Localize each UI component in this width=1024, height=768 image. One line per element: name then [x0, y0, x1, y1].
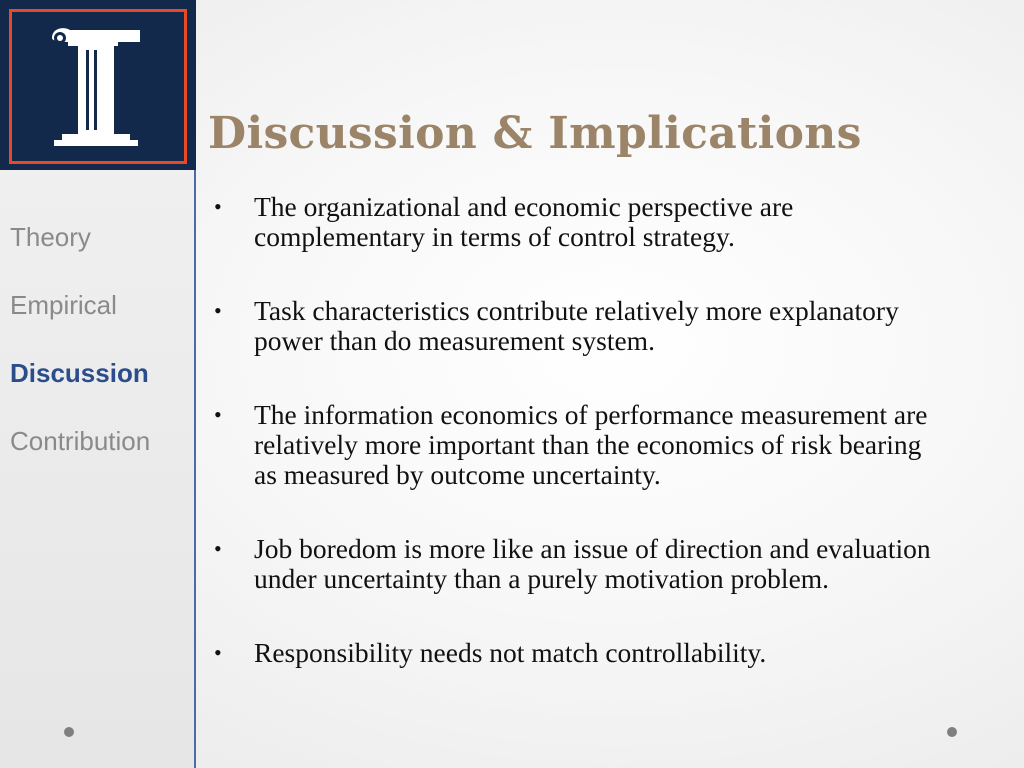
decorative-dot-left	[64, 727, 74, 737]
bullet-list	[214, 192, 934, 668]
bullet-text: Job boredom is more like an issue of direction and evaluation under uncertainty than a purely motivation problem.	[254, 533, 931, 594]
nav-item-discussion[interactable]: Discussion	[10, 358, 149, 388]
sidebar	[0, 0, 196, 768]
bullet-item	[214, 296, 934, 356]
decorative-dot-right	[947, 727, 957, 737]
nav-item-empirical[interactable]: Empirical	[10, 290, 117, 320]
bullet-marker: •	[214, 536, 222, 561]
bullet-item	[214, 192, 934, 252]
nav-item-contribution[interactable]: Contribution	[10, 426, 151, 456]
bullet-text: Task characteristics contribute relatively more explanatory power than do measurement system.	[254, 295, 899, 356]
bullet-item	[214, 400, 934, 490]
bullet-item	[214, 638, 934, 668]
bullet-marker: •	[214, 298, 222, 323]
bullet-marker: •	[214, 640, 222, 665]
block-i-column-icon	[0, 0, 196, 170]
bullet-item	[214, 534, 934, 594]
bullet-text: The organizational and economic perspective are complementary in terms of control strategy.	[254, 191, 794, 252]
slide-title: Discussion & Implications	[208, 108, 862, 159]
bullet-text: The information economics of performance measurement are relatively more important than the economics of risk bearing as measured by outcome uncertainty.	[254, 399, 928, 490]
bullet-text: Responsibility needs not match controllability.	[254, 637, 767, 668]
nav-item-theory[interactable]: Theory	[10, 222, 91, 252]
bullet-marker: •	[214, 194, 222, 219]
section-nav	[0, 215, 194, 487]
bullet-marker: •	[214, 402, 222, 427]
university-logo	[0, 0, 196, 170]
